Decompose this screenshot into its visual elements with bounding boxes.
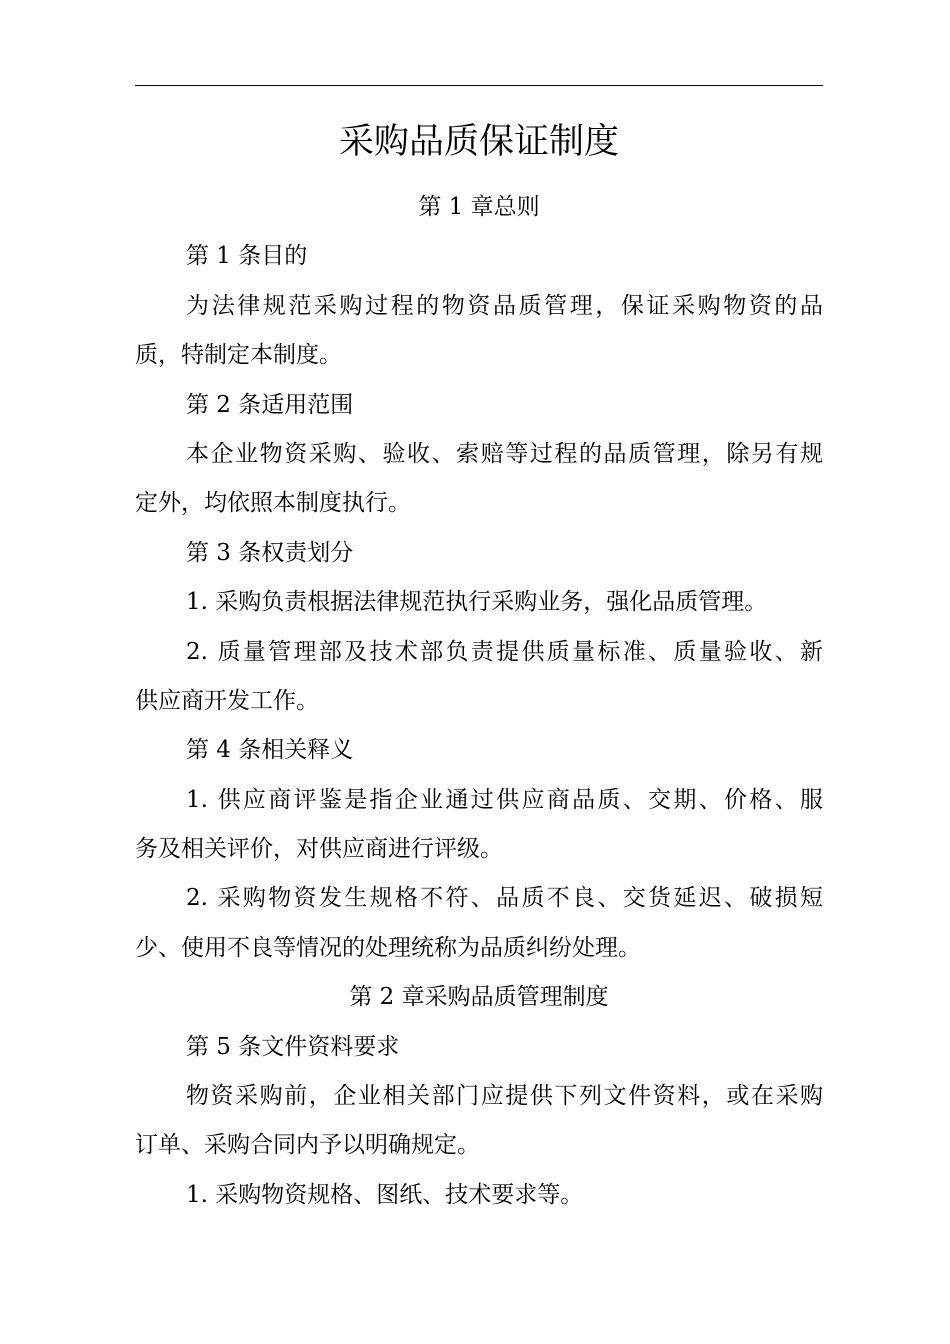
article-heading-4: 第 4 条相关释义 <box>186 737 354 764</box>
header-rule <box>135 85 823 86</box>
paragraph-line: 质，特制定本制度。 <box>135 342 342 369</box>
paragraph-line: 定外，均依照本制度执行。 <box>135 490 411 517</box>
list-item-continuation: 务及相关评价，对供应商进行评级。 <box>135 836 503 863</box>
article-heading-5: 第 5 条文件资料要求 <box>186 1033 400 1060</box>
list-item: 1. 采购负责根据法律规范执行采购业务，强化品质管理。 <box>186 589 768 616</box>
paragraph-line: 订单、采购合同内予以明确规定。 <box>135 1132 480 1159</box>
paragraph-line: 本企业物资采购、验收、索赔等过程的品质管理，除另有规 <box>186 440 823 467</box>
list-item-continuation: 少、使用不良等情况的处理统称为品质纠纷处理。 <box>135 934 641 961</box>
document-title: 采购品质保证制度 <box>338 122 619 162</box>
list-item: 2. 采购物资发生规格不符、品质不良、交货延迟、破损短 <box>186 885 823 912</box>
chapter-heading-2: 第 2 章采购品质管理制度 <box>349 984 609 1011</box>
list-item-continuation: 供应商开发工作。 <box>135 687 319 714</box>
article-heading-3: 第 3 条权责划分 <box>186 539 354 566</box>
document-body <box>135 183 823 1220</box>
list-item: 2. 质量管理部及技术部负责提供质量标准、质量验收、新 <box>186 638 823 665</box>
paragraph-line: 为法律规范采购过程的物资品质管理，保证采购物资的品 <box>186 292 823 319</box>
article-heading-2: 第 2 条适用范围 <box>186 391 354 418</box>
paragraph-line: 物资采购前，企业相关部门应提供下列文件资料，或在采购 <box>186 1083 823 1110</box>
article-heading-1: 第 1 条目的 <box>186 243 308 270</box>
list-item: 1. 供应商评鉴是指企业通过供应商品质、交期、价格、服 <box>186 786 823 813</box>
chapter-heading-1: 第 1 章总则 <box>418 194 540 220</box>
list-item: 1. 采购物资规格、图纸、技术要求等。 <box>186 1181 584 1208</box>
